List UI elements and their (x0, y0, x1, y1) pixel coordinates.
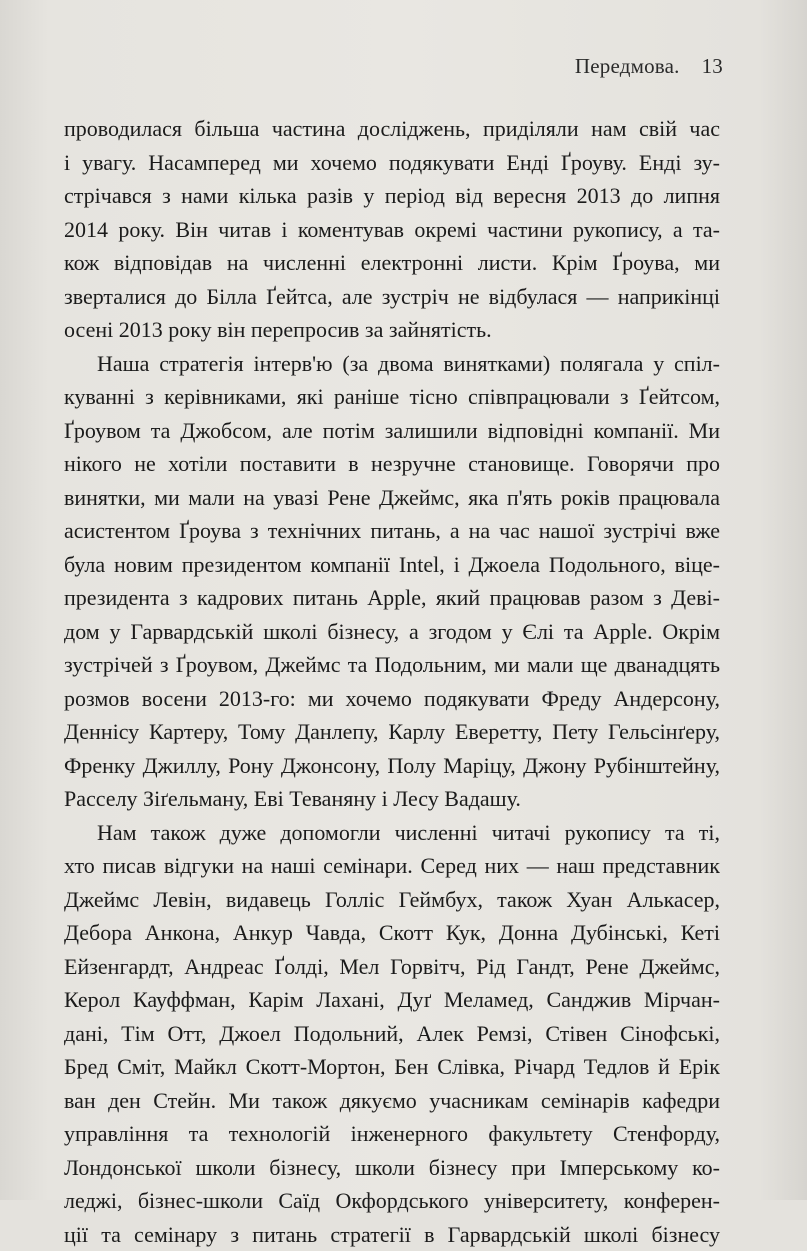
text-line: Расселу Зіґельману, Еві Теваняну і Лесу Вадашу. (64, 782, 720, 816)
running-head (575, 54, 723, 79)
text-line: Деннісу Картеру, Тому Данлепу, Карлу Еверетту, Пету Гельсінґеру, (64, 715, 720, 749)
text-line: стрічався з нами кілька разів у період від вересня 2013 до липня (64, 179, 720, 213)
text-line: Ейзенгардт, Андреас Ґолді, Мел Горвітч, Рід Гандт, Рене Джеймс, (64, 950, 720, 984)
text-line: куванні з керівниками, які раніше тісно співпрацювали з Ґейтсом, (64, 380, 720, 414)
text-line: нікого не хотіли поставити в незручне становище. Говорячи про (64, 447, 720, 481)
text-line: Бред Сміт, Майкл Скотт-Мортон, Бен Слівка, Річард Тедлов й Ерік (64, 1050, 720, 1084)
text-line: осені 2013 року він перепросив за зайнятість. (64, 313, 720, 347)
section-title: Передмова. (575, 54, 680, 78)
text-line: Наша стратегія інтерв'ю (за двома винятками) полягала у спіл- (64, 347, 720, 381)
text-line: розмов восени 2013-го: ми хочемо подякувати Фреду Андерсону, (64, 682, 720, 716)
text-line: дані, Тім Отт, Джоел Подольний, Алек Ремзі, Стівен Сінофські, (64, 1017, 720, 1051)
text-line: кож відповідав на численні електронні листи. Крім Ґроува, ми (64, 246, 720, 280)
text-line: 2014 року. Він читав і коментував окремі частини рукопису, а та- (64, 213, 720, 247)
text-line: Керол Кауффман, Карім Лахані, Дуґ Меламед, Санджив Мірчан- (64, 983, 720, 1017)
text-line: управління та технологій інженерного факультету Стенфорду, (64, 1117, 720, 1151)
text-line: Дебора Анкона, Анкур Чавда, Скотт Кук, Донна Дубінські, Кеті (64, 916, 720, 950)
text-line: і увагу. Насамперед ми хочемо подякувати Енді Ґроуву. Енді зу- (64, 146, 720, 180)
text-line: винятки, ми мали на увазі Рене Джеймс, яка п'ять років працювала (64, 481, 720, 515)
text-line: зустрічей з Ґроувом, Джеймс та Подольним, ми мали ще дванадцять (64, 648, 720, 682)
text-line: Джеймс Левін, видавець Голліс Геймбух, також Хуан Алькасер, (64, 883, 720, 917)
text-line: Нам також дуже допомогли численні читачі рукопису та ті, (64, 816, 720, 850)
text-line: ван ден Стейн. Ми також дякуємо учасникам семінарів кафедри (64, 1084, 720, 1118)
text-line: асистентом Ґроува з технічних питань, а на час нашої зустрічі вже (64, 514, 720, 548)
text-line: Ґроувом та Джобсом, але потім залишили відповідні компанії. Ми (64, 414, 720, 448)
text-line: була новим президентом компанії Intel, і Джоела Подольного, віце- (64, 548, 720, 582)
body-text (64, 112, 720, 1251)
page-number: 13 (702, 54, 723, 78)
text-line: зверталися до Білла Ґейтса, але зустріч не відбулася — наприкінці (64, 280, 720, 314)
text-line: дом у Гарвардській школі бізнесу, а згодом у Єлі та Apple. Окрім (64, 615, 720, 649)
text-line: леджі, бізнес-школи Саїд Окфордського університету, конферен- (64, 1184, 720, 1218)
text-line: ції та семінару з питань стратегії в Гарвардській школі бізнесу (64, 1218, 720, 1251)
text-line: Лондонської школи бізнесу, школи бізнесу при Імперському ко- (64, 1151, 720, 1185)
text-line: Френку Джиллу, Рону Джонсону, Полу Маріцу, Джону Рубінштейну, (64, 749, 720, 783)
text-line: хто писав відгуки на наші семінари. Серед них — наш представник (64, 849, 720, 883)
text-line: президента з кадрових питань Apple, який працював разом з Деві- (64, 581, 720, 615)
text-line: проводилася більша частина досліджень, приділяли нам свій час (64, 112, 720, 146)
